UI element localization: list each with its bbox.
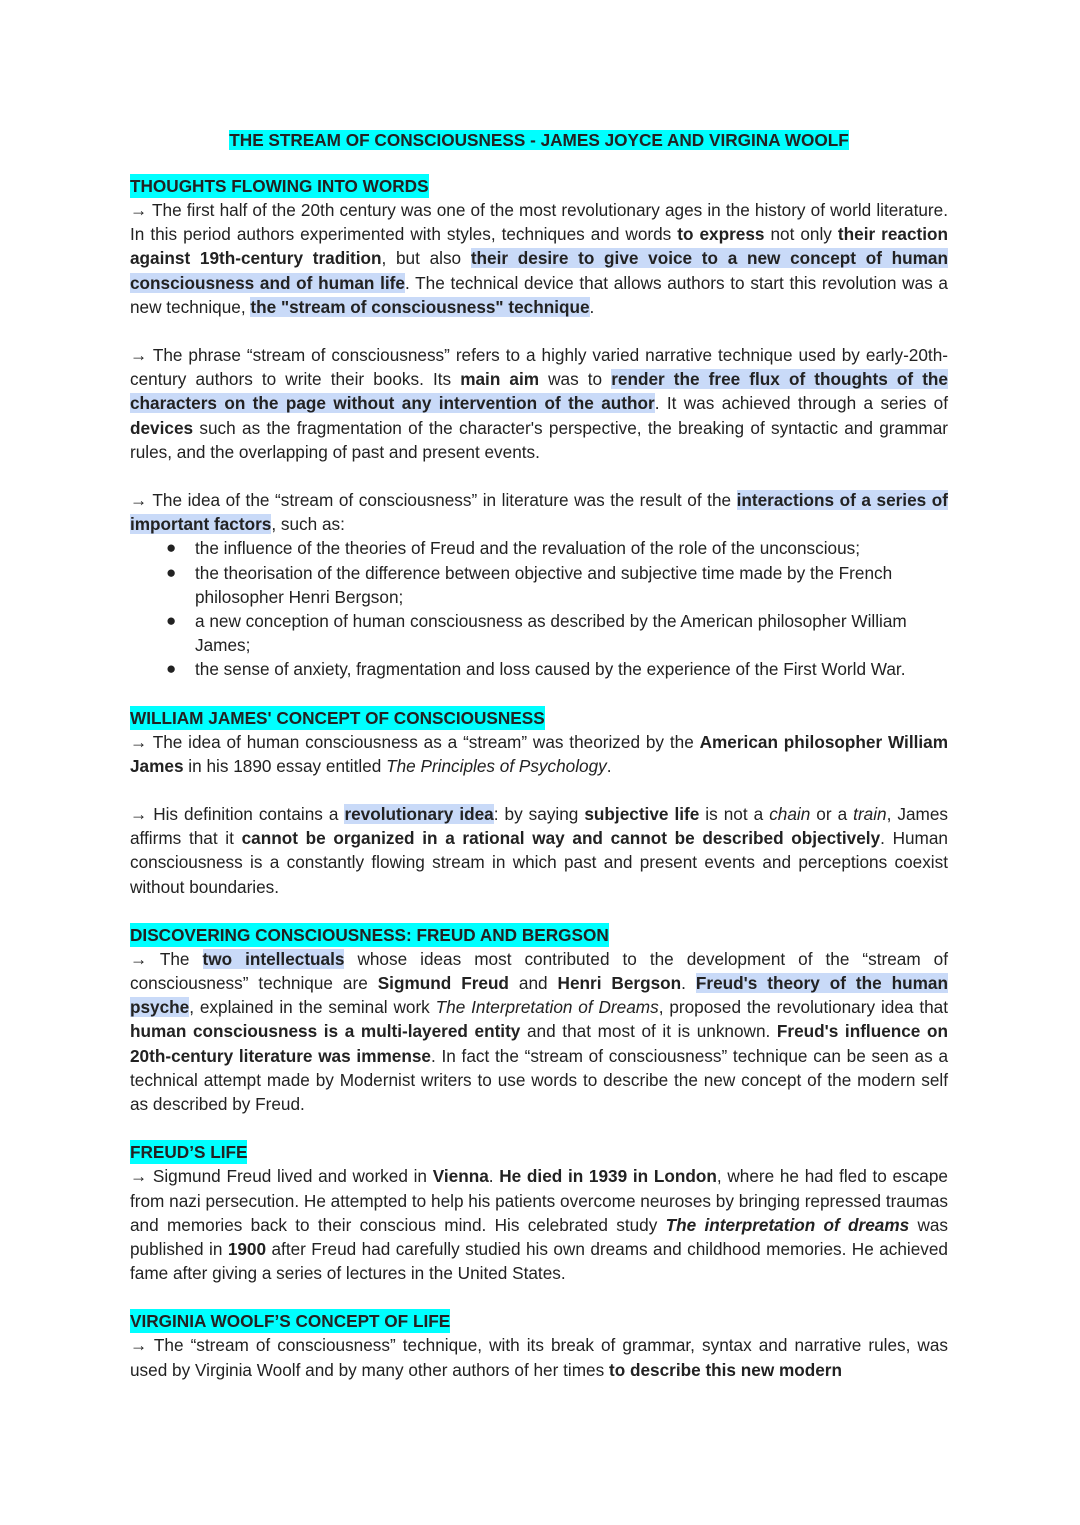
text-run: and that most of it is unknown. [520, 1021, 777, 1042]
text-run: → The [130, 948, 203, 969]
section-heading: FREUD’S LIFE [130, 1142, 248, 1163]
list-item [130, 657, 948, 681]
text-run: → The idea of the “stream of consciousness” in literature was the result of the [130, 490, 737, 511]
bold-phrase: cannot be organized in a rational way and cannot be described objectively [241, 828, 881, 849]
text-run: → The idea of human consciousness as a “stream” was theorized by the [130, 731, 700, 752]
text-run: . [488, 1166, 500, 1187]
title-text: THE STREAM OF CONSCIOUSNESS - JAMES JOYCE AND VIRGINA WOOLF [229, 130, 849, 150]
text-run: . Human consciousness is a constantly flowing stream in which past and present events and perceptions coexist without boundaries. [130, 828, 948, 897]
list-item-text: a new conception of human consciousness as described by the American philosopher William James; [195, 611, 907, 656]
list-item-text: the theorisation of the difference between objective and subjective time made by the French philosopher Henri Bergson; [195, 562, 893, 607]
section-william-james [130, 706, 948, 899]
italic-title: The Principles of Psychology [386, 755, 607, 776]
highlighted-phrase: revolutionary idea [344, 804, 494, 825]
italic-title: The Interpretation of Dreams [435, 997, 659, 1018]
highlighted-phrase: two intellectuals [202, 948, 345, 969]
text-run: was published in [130, 1214, 949, 1259]
text-run: , explained in the seminal work [189, 997, 436, 1018]
highlighted-phrase: Freud's theory of the human psyche [130, 973, 948, 1018]
section-thoughts [130, 174, 948, 682]
list-item [130, 536, 948, 560]
document-page [130, 126, 948, 1406]
italic-word: chain [769, 804, 811, 825]
section-woolf [130, 1309, 948, 1381]
bullet-icon: ● [166, 611, 177, 631]
section-freud-life [130, 1140, 948, 1285]
bold-phrase: 1900 [227, 1238, 267, 1259]
section-heading: DISCOVERING CONSCIOUSNESS: FREUD AND BERGSON [130, 924, 609, 945]
text-run: → The phrase “stream of consciousness” refers to a highly varied narrative technique used by early-20th-century authors to write their books. Its [130, 345, 948, 390]
bold-phrase: to express [677, 224, 765, 245]
section-heading: VIRGINIA WOOLF’S CONCEPT OF LIFE [130, 1311, 451, 1332]
highlighted-phrase: their desire to give voice to a new concept of human consciousness and of human life [130, 248, 948, 293]
bold-phrase: human consciousness is a multi-layered entity [130, 1021, 521, 1042]
text-run: in his 1890 essay entitled [183, 755, 387, 776]
text-run: such as the fragmentation of the character's perspective, the breaking of syntactic and grammar rules, and the overlapping of past and present events. [130, 417, 948, 462]
list-item [130, 609, 948, 657]
paragraph [130, 488, 948, 536]
text-run: not only [764, 224, 838, 245]
bold-phrase: He died in 1939 in London [499, 1166, 717, 1187]
text-run: and [508, 973, 558, 994]
bullet-icon: ● [166, 562, 177, 582]
text-run: . [681, 973, 696, 994]
paragraph [130, 802, 948, 899]
bold-italic-title: The interpretation of dreams [665, 1214, 910, 1235]
text-run: whose ideas most contributed to the development of the “stream of consciousness” technique are [130, 948, 948, 994]
text-run: . [589, 296, 595, 317]
text-run: . [606, 755, 612, 776]
bold-phrase: to describe this new modern [608, 1359, 842, 1380]
text-run: : by saying [493, 804, 585, 825]
text-run: . The technical device that allows authors to start this revolution was a new technique, [130, 272, 948, 317]
page-title [130, 126, 948, 154]
factors-list [130, 536, 948, 681]
highlighted-phrase: interactions of a series of important factors [130, 490, 948, 535]
paragraph [130, 1164, 948, 1285]
paragraph [130, 343, 948, 464]
paragraph [130, 1333, 948, 1381]
text-run: . It was achieved through a series of [654, 393, 949, 414]
bold-phrase: subjective life [584, 804, 700, 825]
text-run: after Freud had carefully studied his own dreams and childhood memories. He achieved fame after giving a series of lectures in the United States. [130, 1238, 948, 1284]
text-run: , such as: [271, 514, 345, 535]
list-item [130, 561, 948, 609]
bold-phrase: their reaction against 19th-century tradition [130, 224, 949, 269]
paragraph [130, 947, 948, 1116]
bold-phrase: Sigmund Freud [377, 973, 509, 994]
bold-phrase: Vienna [432, 1166, 489, 1187]
text-run: was to [539, 369, 612, 390]
text-run: → His definition contains a [130, 804, 345, 825]
bullet-icon: ● [166, 659, 177, 679]
text-run: is not a [699, 804, 770, 825]
bold-phrase: main aim [460, 369, 540, 390]
section-heading: WILLIAM JAMES' CONCEPT OF CONSCIOUSNESS [130, 707, 545, 728]
bold-phrase: Henri Bergson [557, 973, 682, 994]
bullet-icon: ● [166, 538, 177, 558]
text-run: , where he had fled to escape from nazi persecution. He attempted to help his patients overcome neuroses by bringing repressed traumas and memories back to their conscious mind. His celebrated study [130, 1166, 948, 1235]
text-run: or a [810, 804, 854, 825]
bold-phrase: devices [130, 417, 194, 438]
section-heading: THOUGHTS FLOWING INTO WORDS [130, 176, 429, 196]
text-run: → The “stream of consciousness” technique, with its break of grammar, syntax and narrative rules, was used by Virginia Woolf and by many other authors of her times [130, 1335, 948, 1380]
highlighted-phrase: the "stream of consciousness" technique [250, 296, 590, 317]
text-run: , James affirms that it [130, 804, 949, 849]
text-run: → The first half of the 20th century was one of the most revolutionary ages in the history of world literature. In this period authors experimented with styles, techniques and words [130, 200, 948, 245]
highlighted-phrase: render the free flux of thoughts of the characters on the page without any intervention of the author [130, 369, 948, 414]
bold-phrase: Freud's influence on 20th-century literature was immense [130, 1021, 948, 1066]
text-run: . In fact the “stream of consciousness” technique can be seen as a technical attempt made by Modernist writers to use words to describe the new concept of the modern self as described by Freud. [130, 1045, 949, 1115]
text-run: , but also [381, 248, 471, 269]
italic-word: train [853, 804, 887, 825]
list-item-text: the sense of anxiety, fragmentation and loss caused by the experience of the First World War. [195, 659, 906, 680]
paragraph [130, 730, 948, 778]
text-run: → Sigmund Freud lived and worked in [130, 1166, 433, 1187]
bold-phrase: American philosopher William James [130, 731, 948, 776]
list-item-text: the influence of the theories of Freud and the revaluation of the role of the unconscious; [195, 538, 861, 559]
text-run: , proposed the revolutionary idea that [658, 997, 948, 1018]
paragraph [130, 198, 948, 319]
section-freud-bergson [130, 923, 948, 1116]
